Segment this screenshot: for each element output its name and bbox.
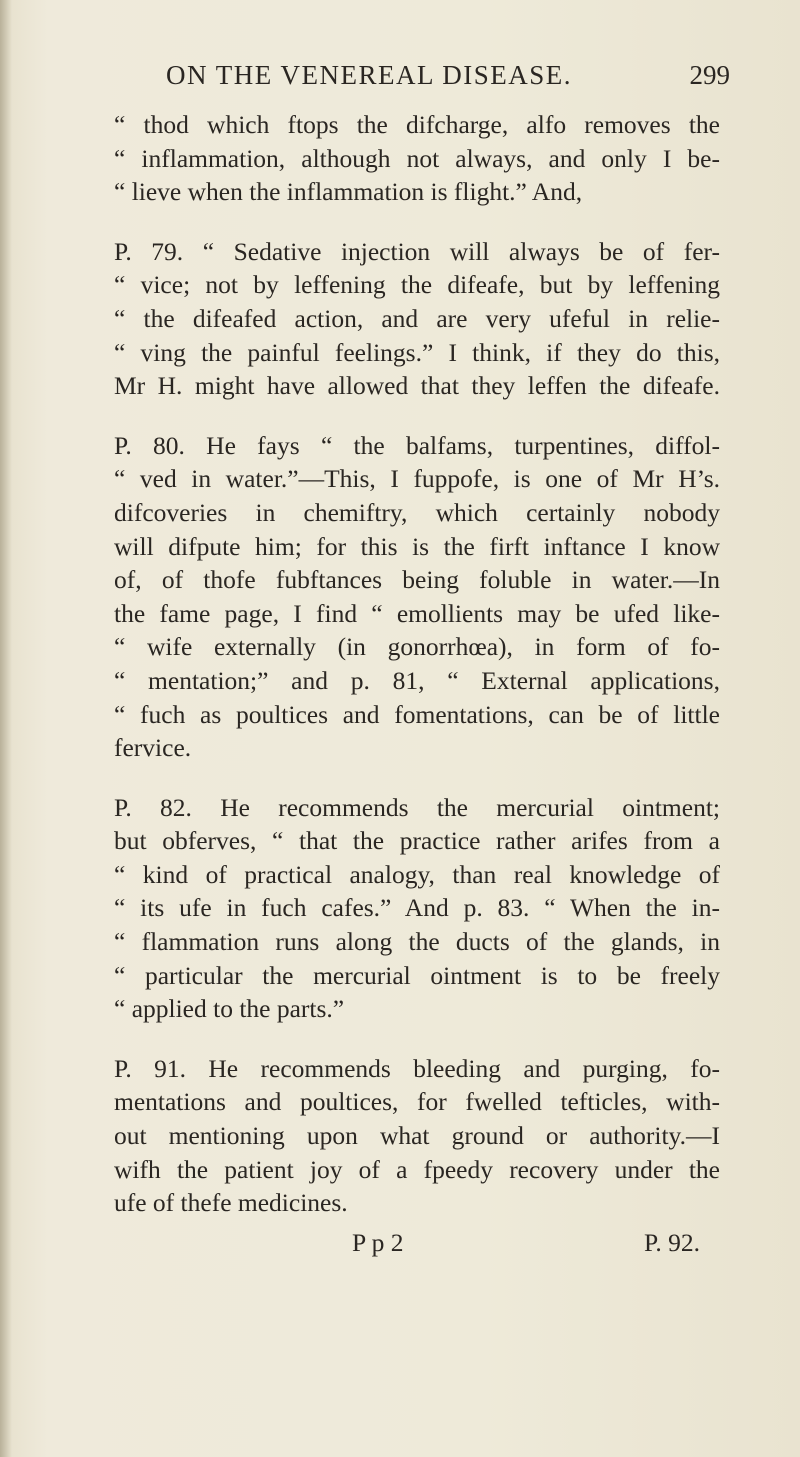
text-line: “ its ufe in fuch cafes.” And p. 83. “ When the in-: [114, 893, 720, 923]
text-line: “ inflammation, although not always, and only I be-: [114, 143, 720, 173]
text-line: ufe of thefe medicines.: [114, 1188, 348, 1218]
page-footer: [114, 1226, 720, 1260]
text-line: “ applied to the parts.”: [114, 994, 345, 1024]
paragraph-1: [114, 108, 720, 209]
text-line: “ particular the mercurial ointment is to be freely: [114, 960, 720, 990]
binding-shadow: [0, 0, 12, 1457]
signature-mark: P p 2: [352, 1227, 404, 1257]
text-line: wifh the patient joy of a fpeedy recovery under the: [114, 1154, 720, 1184]
text-line: fervice.: [114, 733, 192, 763]
text-line: but obferves, “ that the practice rather arifes from a: [114, 826, 720, 856]
text-line: “ lieve when the inflammation is flight.” And,: [114, 177, 583, 207]
running-title: ON THE VENEREAL DISEASE.: [166, 60, 572, 90]
text-line: “ ved in water.”—This, I fuppofe, is one of Mr H’s.: [114, 464, 720, 494]
paragraph-4: [114, 791, 720, 1026]
text-line: “ fuch as poultices and fomentations, can be of little: [114, 699, 720, 729]
text-line: Mr H. might have allowed that they leffen the difeafe.: [114, 371, 720, 401]
text-line: of, of thofe fubftances being foluble in water.—In: [114, 565, 720, 595]
text-line: “ kind of practical analogy, than real knowledge of: [114, 859, 720, 889]
catchword: P. 92.: [644, 1227, 700, 1257]
text-line: will difpute him; for this is the firft inftance I know: [114, 531, 720, 561]
text-line: out mentioning upon what ground or authority.—I: [114, 1121, 720, 1151]
text-line: difcoveries in chemiftry, which certainly nobody: [114, 497, 720, 527]
paragraph-5: [114, 1052, 720, 1220]
text-line: “ the difeafed action, and are very ufeful in relie-: [114, 303, 720, 333]
text-line: the fame page, I find “ emollients may be ufed like-: [114, 598, 720, 628]
text-line: “ wife externally (in gonorrhœa), in form of fo-: [114, 632, 720, 662]
text-line: “ ving the painful feelings.” I think, if they do this,: [114, 337, 720, 367]
page-number: 299: [689, 60, 730, 90]
paragraph-3: [114, 429, 720, 765]
text-line: P. 79. “ Sedative injection will always be of fer-: [114, 236, 720, 266]
text-line: mentations and poultices, for fwelled tefticles, with-: [114, 1087, 720, 1117]
paragraph-2: [114, 235, 720, 403]
running-head: [114, 58, 730, 102]
text-line: “ thod which ftops the difcharge, alfo removes the: [114, 110, 720, 139]
text-line: P. 80. He fays “ the balfams, turpentines, diffol-: [114, 430, 720, 460]
text-line: “ vice; not by leffening the difeafe, but by leffening: [114, 270, 720, 300]
text-line: P. 91. He recommends bleeding and purging, fo-: [114, 1053, 720, 1083]
text-line: “ mentation;” and p. 81, “ External applications,: [114, 665, 720, 695]
text-line: P. 82. He recommends the mercurial ointment;: [114, 792, 720, 822]
text-line: “ flammation runs along the ducts of the glands, in: [114, 927, 720, 957]
